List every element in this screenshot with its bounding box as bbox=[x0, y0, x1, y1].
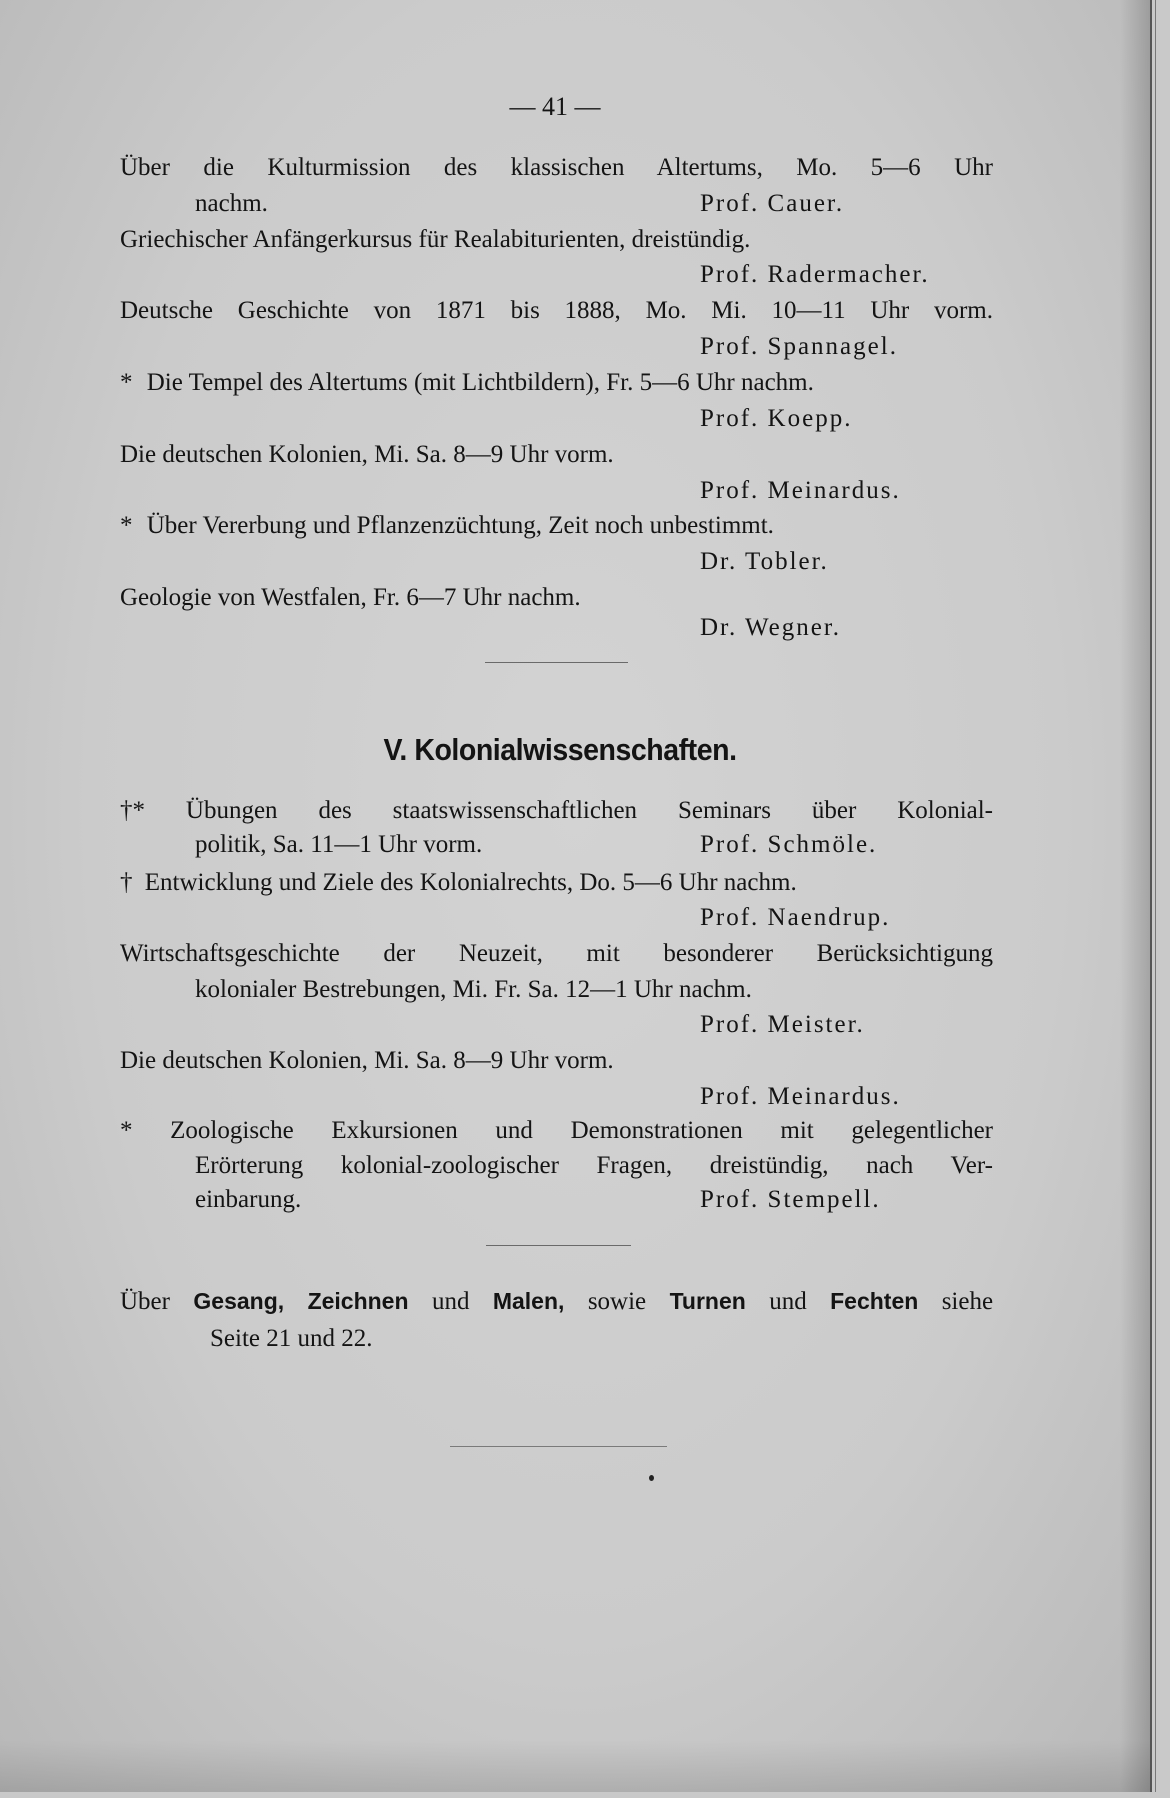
note-bold-fechten: Fechten bbox=[830, 1288, 919, 1314]
note-word: siehe bbox=[941, 1288, 994, 1315]
note-bold-turnen: Turnen bbox=[669, 1288, 746, 1314]
course-line: Die deutschen Kolonien, Mi. Sa. 8—9 Uhr vorm. bbox=[120, 441, 614, 468]
course-line bbox=[120, 796, 993, 826]
divider bbox=[486, 1245, 631, 1246]
note-word: und bbox=[431, 1288, 470, 1315]
dagger-marker: † bbox=[120, 869, 133, 896]
course-line: Griechischer Anfängerkursus für Realabiturienten, dreistündig. bbox=[120, 226, 751, 253]
course-title: Über Vererbung und Pflanzenzüchtung, Zeit noch unbestimmt. bbox=[146, 512, 774, 539]
note-line bbox=[120, 1286, 993, 1316]
lecturer: Dr. Tobler. bbox=[700, 548, 829, 575]
course-line-cont: einbarung. bbox=[195, 1186, 302, 1213]
page-number: — 41 — bbox=[509, 92, 601, 121]
dagger-asterisk-marker: †* bbox=[120, 797, 145, 824]
lecturer: Prof. Koepp. bbox=[700, 405, 853, 432]
course-line: Deutsche Geschichte von 1871 bis 1888, Mo. Mi. 10—11 Uhr vorm. bbox=[120, 297, 993, 324]
page-bottom-shadow bbox=[0, 1740, 1152, 1792]
section-heading: V. Kolonialwissenschaften. bbox=[383, 732, 737, 767]
note-bold-gesang: Gesang, bbox=[193, 1288, 285, 1314]
course-line: Die deutschen Kolonien, Mi. Sa. 8—9 Uhr vorm. bbox=[120, 1047, 614, 1074]
course-line: Über die Kulturmission des klassischen Altertums, Mo. 5—6 Uhr bbox=[120, 154, 993, 181]
lecturer: Prof. Schmöle. bbox=[700, 831, 878, 858]
note-word: Über bbox=[120, 1288, 170, 1315]
lecturer: Prof. Meister. bbox=[700, 1011, 865, 1038]
course-line bbox=[120, 511, 774, 541]
note-bold-malen: Malen, bbox=[492, 1288, 565, 1314]
end-divider bbox=[450, 1446, 667, 1447]
note-bold-zeichnen: Zeichnen bbox=[307, 1288, 409, 1314]
course-line-cont: nachm. bbox=[195, 190, 268, 217]
course-line-cont: politik, Sa. 11—1 Uhr vorm. bbox=[195, 831, 483, 858]
asterisk-marker: * bbox=[120, 1117, 133, 1144]
page-edge-line bbox=[1150, 0, 1152, 1792]
course-title: Zoologische Exkursionen und Demonstrationen mit gelegentlicher bbox=[170, 1117, 993, 1144]
ink-dot bbox=[649, 1475, 654, 1481]
course-line: Wirtschaftsgeschichte der Neuzeit, mit besonderer Berücksichtigung bbox=[120, 940, 993, 967]
lecturer: Prof. Meinardus. bbox=[700, 1083, 901, 1110]
note-word: sowie bbox=[587, 1288, 647, 1315]
lecturer: Prof. Naendrup. bbox=[700, 904, 891, 931]
lecturer: Prof. Radermacher. bbox=[700, 261, 930, 288]
course-line bbox=[120, 368, 814, 398]
asterisk-marker: * bbox=[120, 369, 133, 396]
asterisk-marker: * bbox=[120, 512, 133, 539]
course-line bbox=[120, 1116, 993, 1146]
lecturer: Prof. Spannagel. bbox=[700, 333, 898, 360]
lecturer: Dr. Wegner. bbox=[700, 614, 842, 641]
lecturer: Prof. Cauer. bbox=[700, 190, 845, 217]
course-line-cont: kolonialer Bestrebungen, Mi. Fr. Sa. 12—1 Uhr nachm. bbox=[195, 976, 752, 1003]
lecturer: Prof. Meinardus. bbox=[700, 477, 901, 504]
note-word: und bbox=[769, 1288, 807, 1315]
course-line: Geologie von Westfalen, Fr. 6—7 Uhr nachm. bbox=[120, 584, 581, 611]
course-title: Übungen des staatswissenschaftlichen Seminars über Kolonial- bbox=[185, 797, 994, 824]
course-line-cont: Erörterung kolonial-zoologischer Fragen, dreistündig, nach Ver- bbox=[195, 1152, 993, 1179]
course-line bbox=[120, 868, 797, 898]
page-edge-line-2 bbox=[1155, 0, 1156, 1792]
note-line-cont: Seite 21 und 22. bbox=[210, 1325, 373, 1352]
lecturer: Prof. Stempell. bbox=[700, 1186, 881, 1213]
divider bbox=[485, 662, 628, 663]
course-title: Die Tempel des Altertums (mit Lichtbildern), Fr. 5—6 Uhr nachm. bbox=[146, 369, 814, 396]
page-edge-shadow bbox=[1120, 0, 1152, 1792]
course-title: Entwicklung und Ziele des Kolonialrechts, Do. 5—6 Uhr nachm. bbox=[144, 869, 797, 896]
